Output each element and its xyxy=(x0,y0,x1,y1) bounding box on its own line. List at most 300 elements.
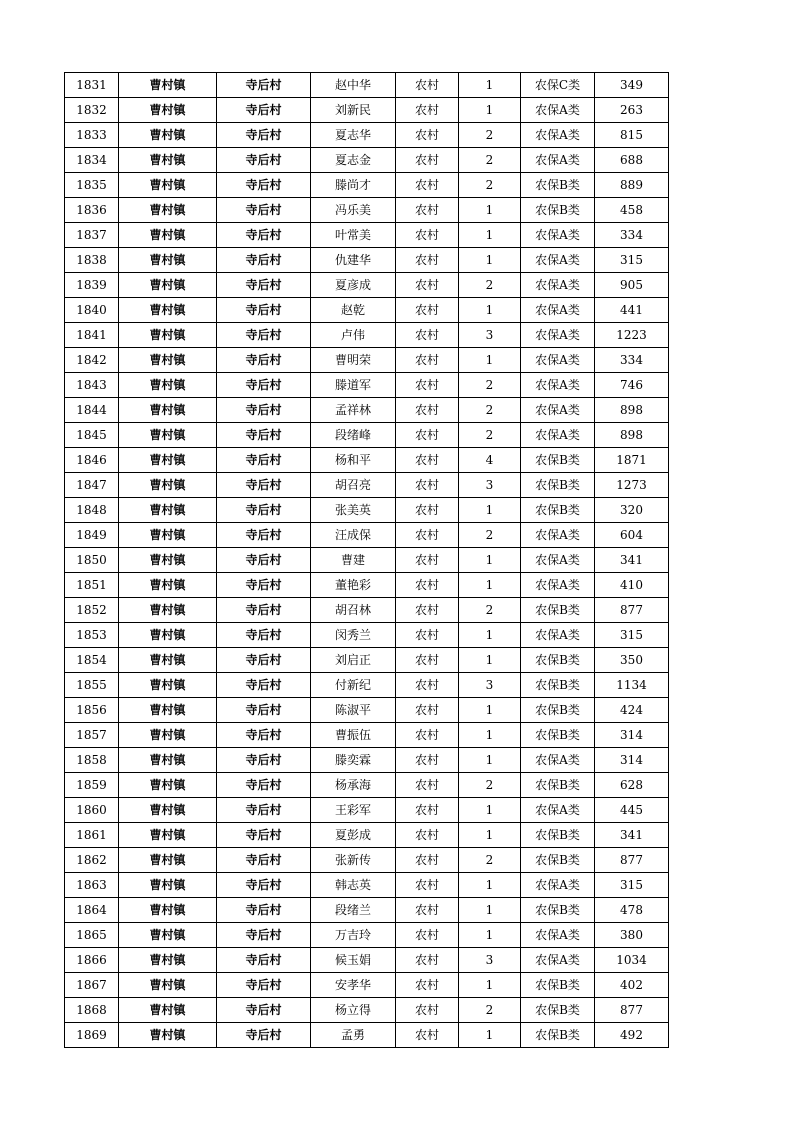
table-row xyxy=(65,198,669,223)
cell-amount: 349 xyxy=(595,73,669,98)
cell-type: 农村 xyxy=(396,448,459,473)
cell-village: 寺后村 xyxy=(217,373,311,398)
cell-count: 1 xyxy=(459,573,521,598)
cell-village: 寺后村 xyxy=(217,98,311,123)
cell-type: 农村 xyxy=(396,373,459,398)
cell-amount: 263 xyxy=(595,98,669,123)
cell-name: 滕道军 xyxy=(311,373,396,398)
cell-amount: 898 xyxy=(595,423,669,448)
cell-count: 2 xyxy=(459,848,521,873)
cell-name: 胡召林 xyxy=(311,598,396,623)
cell-village: 寺后村 xyxy=(217,448,311,473)
cell-name: 夏志金 xyxy=(311,148,396,173)
cell-type: 农村 xyxy=(396,73,459,98)
cell-town: 曹村镇 xyxy=(119,723,217,748)
table-row xyxy=(65,248,669,273)
cell-town: 曹村镇 xyxy=(119,548,217,573)
cell-village: 寺后村 xyxy=(217,698,311,723)
cell-count: 2 xyxy=(459,598,521,623)
cell-village: 寺后村 xyxy=(217,548,311,573)
cell-category: 农保A类 xyxy=(521,573,595,598)
cell-amount: 1223 xyxy=(595,323,669,348)
cell-count: 2 xyxy=(459,273,521,298)
cell-count: 1 xyxy=(459,823,521,848)
cell-category: 农保A类 xyxy=(521,348,595,373)
table-row xyxy=(65,698,669,723)
cell-amount: 410 xyxy=(595,573,669,598)
cell-name: 刘启正 xyxy=(311,648,396,673)
cell-name: 赵中华 xyxy=(311,73,396,98)
cell-id: 1860 xyxy=(65,798,119,823)
cell-id: 1856 xyxy=(65,698,119,723)
cell-amount: 1273 xyxy=(595,473,669,498)
table-row xyxy=(65,898,669,923)
cell-type: 农村 xyxy=(396,223,459,248)
cell-id: 1833 xyxy=(65,123,119,148)
cell-count: 1 xyxy=(459,698,521,723)
cell-id: 1845 xyxy=(65,423,119,448)
cell-village: 寺后村 xyxy=(217,823,311,848)
cell-count: 1 xyxy=(459,973,521,998)
table-row xyxy=(65,848,669,873)
cell-category: 农保A类 xyxy=(521,323,595,348)
table-row xyxy=(65,123,669,148)
cell-id: 1866 xyxy=(65,948,119,973)
cell-amount: 1134 xyxy=(595,673,669,698)
cell-id: 1838 xyxy=(65,248,119,273)
cell-town: 曹村镇 xyxy=(119,998,217,1023)
cell-village: 寺后村 xyxy=(217,773,311,798)
cell-town: 曹村镇 xyxy=(119,948,217,973)
cell-id: 1868 xyxy=(65,998,119,1023)
cell-town: 曹村镇 xyxy=(119,348,217,373)
cell-type: 农村 xyxy=(396,873,459,898)
cell-id: 1849 xyxy=(65,523,119,548)
table-row xyxy=(65,398,669,423)
cell-id: 1852 xyxy=(65,598,119,623)
cell-category: 农保A类 xyxy=(521,248,595,273)
cell-count: 2 xyxy=(459,773,521,798)
cell-amount: 628 xyxy=(595,773,669,798)
cell-category: 农保A类 xyxy=(521,148,595,173)
cell-type: 农村 xyxy=(396,323,459,348)
cell-type: 农村 xyxy=(396,148,459,173)
cell-amount: 315 xyxy=(595,623,669,648)
cell-village: 寺后村 xyxy=(217,1023,311,1048)
cell-amount: 334 xyxy=(595,348,669,373)
cell-category: 农保A类 xyxy=(521,98,595,123)
cell-id: 1869 xyxy=(65,1023,119,1048)
cell-id: 1832 xyxy=(65,98,119,123)
cell-village: 寺后村 xyxy=(217,73,311,98)
cell-count: 1 xyxy=(459,723,521,748)
cell-category: 农保B类 xyxy=(521,648,595,673)
cell-town: 曹村镇 xyxy=(119,523,217,548)
cell-name: 冯乐美 xyxy=(311,198,396,223)
cell-name: 王彩军 xyxy=(311,798,396,823)
cell-category: 农保A类 xyxy=(521,223,595,248)
cell-town: 曹村镇 xyxy=(119,423,217,448)
cell-id: 1836 xyxy=(65,198,119,223)
cell-type: 农村 xyxy=(396,123,459,148)
cell-town: 曹村镇 xyxy=(119,273,217,298)
cell-count: 2 xyxy=(459,423,521,448)
cell-village: 寺后村 xyxy=(217,623,311,648)
cell-amount: 380 xyxy=(595,923,669,948)
table-row xyxy=(65,873,669,898)
cell-amount: 402 xyxy=(595,973,669,998)
table-body xyxy=(65,73,669,1048)
cell-name: 韩志英 xyxy=(311,873,396,898)
cell-village: 寺后村 xyxy=(217,398,311,423)
cell-category: 农保B类 xyxy=(521,773,595,798)
cell-type: 农村 xyxy=(396,698,459,723)
cell-village: 寺后村 xyxy=(217,248,311,273)
cell-name: 万吉玲 xyxy=(311,923,396,948)
records-table xyxy=(64,72,669,1048)
cell-village: 寺后村 xyxy=(217,573,311,598)
table-row xyxy=(65,423,669,448)
table-row xyxy=(65,273,669,298)
cell-count: 1 xyxy=(459,248,521,273)
cell-count: 1 xyxy=(459,1023,521,1048)
cell-name: 曹振伍 xyxy=(311,723,396,748)
cell-category: 农保A类 xyxy=(521,523,595,548)
cell-category: 农保B类 xyxy=(521,898,595,923)
cell-id: 1851 xyxy=(65,573,119,598)
cell-town: 曹村镇 xyxy=(119,573,217,598)
cell-amount: 445 xyxy=(595,798,669,823)
cell-amount: 889 xyxy=(595,173,669,198)
cell-count: 2 xyxy=(459,998,521,1023)
cell-village: 寺后村 xyxy=(217,748,311,773)
table-row xyxy=(65,948,669,973)
cell-town: 曹村镇 xyxy=(119,498,217,523)
cell-town: 曹村镇 xyxy=(119,898,217,923)
cell-amount: 1871 xyxy=(595,448,669,473)
cell-town: 曹村镇 xyxy=(119,373,217,398)
cell-village: 寺后村 xyxy=(217,173,311,198)
cell-village: 寺后村 xyxy=(217,673,311,698)
cell-type: 农村 xyxy=(396,648,459,673)
cell-village: 寺后村 xyxy=(217,298,311,323)
cell-id: 1846 xyxy=(65,448,119,473)
cell-count: 3 xyxy=(459,473,521,498)
cell-category: 农保B类 xyxy=(521,723,595,748)
cell-category: 农保B类 xyxy=(521,598,595,623)
cell-town: 曹村镇 xyxy=(119,598,217,623)
table-row xyxy=(65,73,669,98)
cell-type: 农村 xyxy=(396,348,459,373)
cell-town: 曹村镇 xyxy=(119,98,217,123)
cell-amount: 334 xyxy=(595,223,669,248)
cell-category: 农保A类 xyxy=(521,873,595,898)
cell-count: 2 xyxy=(459,123,521,148)
table-row xyxy=(65,573,669,598)
table-row xyxy=(65,148,669,173)
cell-id: 1842 xyxy=(65,348,119,373)
cell-name: 曹建 xyxy=(311,548,396,573)
cell-name: 付新纪 xyxy=(311,673,396,698)
cell-count: 3 xyxy=(459,948,521,973)
cell-name: 杨承海 xyxy=(311,773,396,798)
cell-village: 寺后村 xyxy=(217,898,311,923)
cell-category: 农保B类 xyxy=(521,173,595,198)
cell-category: 农保A类 xyxy=(521,798,595,823)
cell-village: 寺后村 xyxy=(217,273,311,298)
table-row xyxy=(65,473,669,498)
cell-category: 农保B类 xyxy=(521,448,595,473)
cell-category: 农保C类 xyxy=(521,73,595,98)
cell-town: 曹村镇 xyxy=(119,298,217,323)
cell-village: 寺后村 xyxy=(217,798,311,823)
cell-category: 农保A类 xyxy=(521,123,595,148)
cell-amount: 478 xyxy=(595,898,669,923)
cell-village: 寺后村 xyxy=(217,948,311,973)
cell-id: 1840 xyxy=(65,298,119,323)
cell-id: 1854 xyxy=(65,648,119,673)
cell-count: 1 xyxy=(459,223,521,248)
cell-village: 寺后村 xyxy=(217,723,311,748)
cell-amount: 905 xyxy=(595,273,669,298)
cell-type: 农村 xyxy=(396,98,459,123)
table-row xyxy=(65,548,669,573)
cell-town: 曹村镇 xyxy=(119,248,217,273)
cell-count: 2 xyxy=(459,173,521,198)
cell-id: 1853 xyxy=(65,623,119,648)
cell-amount: 746 xyxy=(595,373,669,398)
cell-village: 寺后村 xyxy=(217,648,311,673)
table-row xyxy=(65,373,669,398)
cell-town: 曹村镇 xyxy=(119,823,217,848)
cell-amount: 604 xyxy=(595,523,669,548)
cell-type: 农村 xyxy=(396,798,459,823)
cell-town: 曹村镇 xyxy=(119,873,217,898)
cell-village: 寺后村 xyxy=(217,598,311,623)
cell-town: 曹村镇 xyxy=(119,923,217,948)
cell-type: 农村 xyxy=(396,773,459,798)
cell-count: 1 xyxy=(459,548,521,573)
cell-category: 农保A类 xyxy=(521,298,595,323)
cell-village: 寺后村 xyxy=(217,223,311,248)
cell-count: 1 xyxy=(459,73,521,98)
cell-name: 胡召亮 xyxy=(311,473,396,498)
cell-category: 农保B类 xyxy=(521,498,595,523)
cell-name: 滕尚才 xyxy=(311,173,396,198)
cell-type: 农村 xyxy=(396,498,459,523)
cell-count: 4 xyxy=(459,448,521,473)
cell-name: 赵乾 xyxy=(311,298,396,323)
cell-amount: 492 xyxy=(595,1023,669,1048)
cell-amount: 341 xyxy=(595,548,669,573)
cell-name: 候玉娟 xyxy=(311,948,396,973)
table-row xyxy=(65,448,669,473)
cell-name: 曹明荣 xyxy=(311,348,396,373)
cell-amount: 315 xyxy=(595,873,669,898)
cell-town: 曹村镇 xyxy=(119,73,217,98)
cell-type: 农村 xyxy=(396,748,459,773)
cell-id: 1835 xyxy=(65,173,119,198)
cell-name: 杨立得 xyxy=(311,998,396,1023)
cell-town: 曹村镇 xyxy=(119,223,217,248)
cell-town: 曹村镇 xyxy=(119,623,217,648)
cell-id: 1843 xyxy=(65,373,119,398)
cell-type: 农村 xyxy=(396,848,459,873)
cell-amount: 898 xyxy=(595,398,669,423)
cell-id: 1834 xyxy=(65,148,119,173)
table-row xyxy=(65,823,669,848)
cell-count: 2 xyxy=(459,148,521,173)
cell-type: 农村 xyxy=(396,423,459,448)
cell-category: 农保B类 xyxy=(521,1023,595,1048)
cell-name: 夏彦成 xyxy=(311,273,396,298)
cell-count: 1 xyxy=(459,98,521,123)
table-row xyxy=(65,748,669,773)
cell-category: 农保A类 xyxy=(521,548,595,573)
table-row xyxy=(65,648,669,673)
cell-count: 1 xyxy=(459,873,521,898)
cell-count: 1 xyxy=(459,748,521,773)
cell-town: 曹村镇 xyxy=(119,198,217,223)
cell-amount: 458 xyxy=(595,198,669,223)
table-row xyxy=(65,298,669,323)
cell-amount: 315 xyxy=(595,248,669,273)
cell-count: 2 xyxy=(459,398,521,423)
cell-id: 1837 xyxy=(65,223,119,248)
cell-town: 曹村镇 xyxy=(119,798,217,823)
cell-id: 1864 xyxy=(65,898,119,923)
cell-name: 段绪兰 xyxy=(311,898,396,923)
cell-name: 叶常美 xyxy=(311,223,396,248)
cell-amount: 350 xyxy=(595,648,669,673)
cell-village: 寺后村 xyxy=(217,323,311,348)
table-row xyxy=(65,348,669,373)
cell-town: 曹村镇 xyxy=(119,673,217,698)
cell-category: 农保B类 xyxy=(521,198,595,223)
cell-count: 1 xyxy=(459,198,521,223)
cell-id: 1865 xyxy=(65,923,119,948)
table-row xyxy=(65,523,669,548)
cell-category: 农保A类 xyxy=(521,398,595,423)
cell-category: 农保A类 xyxy=(521,623,595,648)
cell-town: 曹村镇 xyxy=(119,1023,217,1048)
cell-category: 农保B类 xyxy=(521,848,595,873)
cell-type: 农村 xyxy=(396,523,459,548)
cell-category: 农保A类 xyxy=(521,948,595,973)
cell-village: 寺后村 xyxy=(217,973,311,998)
cell-count: 2 xyxy=(459,523,521,548)
cell-name: 刘新民 xyxy=(311,98,396,123)
cell-type: 农村 xyxy=(396,998,459,1023)
cell-town: 曹村镇 xyxy=(119,473,217,498)
cell-id: 1862 xyxy=(65,848,119,873)
cell-id: 1861 xyxy=(65,823,119,848)
cell-count: 1 xyxy=(459,898,521,923)
cell-amount: 877 xyxy=(595,598,669,623)
cell-id: 1841 xyxy=(65,323,119,348)
cell-name: 闵秀兰 xyxy=(311,623,396,648)
table-row xyxy=(65,98,669,123)
cell-id: 1847 xyxy=(65,473,119,498)
cell-type: 农村 xyxy=(396,473,459,498)
cell-name: 孟祥林 xyxy=(311,398,396,423)
cell-count: 2 xyxy=(459,373,521,398)
cell-village: 寺后村 xyxy=(217,148,311,173)
table-row xyxy=(65,173,669,198)
cell-category: 农保B类 xyxy=(521,698,595,723)
cell-id: 1831 xyxy=(65,73,119,98)
cell-type: 农村 xyxy=(396,673,459,698)
cell-category: 农保A类 xyxy=(521,923,595,948)
cell-town: 曹村镇 xyxy=(119,323,217,348)
cell-town: 曹村镇 xyxy=(119,648,217,673)
cell-village: 寺后村 xyxy=(217,123,311,148)
table-row xyxy=(65,623,669,648)
cell-name: 仇建华 xyxy=(311,248,396,273)
cell-id: 1855 xyxy=(65,673,119,698)
cell-type: 农村 xyxy=(396,923,459,948)
cell-village: 寺后村 xyxy=(217,473,311,498)
cell-type: 农村 xyxy=(396,598,459,623)
cell-type: 农村 xyxy=(396,273,459,298)
cell-name: 汪成保 xyxy=(311,523,396,548)
cell-count: 1 xyxy=(459,298,521,323)
cell-amount: 688 xyxy=(595,148,669,173)
cell-category: 农保B类 xyxy=(521,673,595,698)
cell-type: 农村 xyxy=(396,1023,459,1048)
cell-name: 董艳彩 xyxy=(311,573,396,598)
cell-village: 寺后村 xyxy=(217,998,311,1023)
cell-amount: 815 xyxy=(595,123,669,148)
cell-category: 农保A类 xyxy=(521,423,595,448)
cell-town: 曹村镇 xyxy=(119,973,217,998)
table-row xyxy=(65,973,669,998)
cell-type: 农村 xyxy=(396,298,459,323)
cell-category: 农保B类 xyxy=(521,473,595,498)
table-row xyxy=(65,598,669,623)
cell-category: 农保B类 xyxy=(521,823,595,848)
cell-type: 农村 xyxy=(396,623,459,648)
cell-town: 曹村镇 xyxy=(119,398,217,423)
cell-town: 曹村镇 xyxy=(119,148,217,173)
cell-amount: 341 xyxy=(595,823,669,848)
cell-village: 寺后村 xyxy=(217,348,311,373)
cell-name: 陈淑平 xyxy=(311,698,396,723)
cell-type: 农村 xyxy=(396,948,459,973)
cell-count: 1 xyxy=(459,648,521,673)
cell-id: 1839 xyxy=(65,273,119,298)
cell-village: 寺后村 xyxy=(217,873,311,898)
cell-amount: 424 xyxy=(595,698,669,723)
table-row xyxy=(65,773,669,798)
cell-village: 寺后村 xyxy=(217,498,311,523)
cell-town: 曹村镇 xyxy=(119,123,217,148)
cell-type: 农村 xyxy=(396,573,459,598)
cell-amount: 877 xyxy=(595,998,669,1023)
cell-count: 1 xyxy=(459,798,521,823)
cell-village: 寺后村 xyxy=(217,523,311,548)
cell-type: 农村 xyxy=(396,248,459,273)
cell-count: 1 xyxy=(459,498,521,523)
cell-type: 农村 xyxy=(396,398,459,423)
cell-name: 夏彭成 xyxy=(311,823,396,848)
table-row xyxy=(65,798,669,823)
cell-name: 张美英 xyxy=(311,498,396,523)
cell-id: 1859 xyxy=(65,773,119,798)
cell-village: 寺后村 xyxy=(217,198,311,223)
cell-name: 安孝华 xyxy=(311,973,396,998)
cell-type: 农村 xyxy=(396,723,459,748)
